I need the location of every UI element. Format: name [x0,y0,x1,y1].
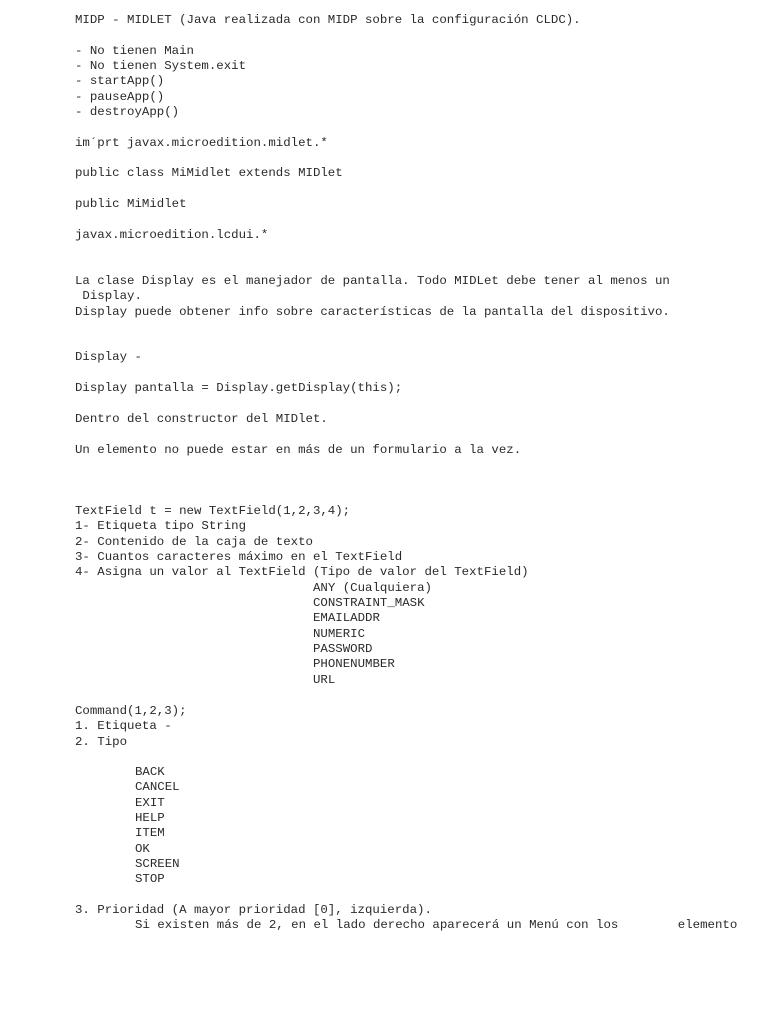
textfield-constraint-item: CONSTRAINT_MASK [313,596,425,610]
command-type-item: OK [135,842,150,856]
textfield-constraint-item: PASSWORD [313,642,373,656]
textfield-param-line: 4- Asigna un valor al TextField (Tipo de valor del TextField) [75,565,529,579]
command-type-item: BACK [135,765,165,779]
display-heading: Display - [75,350,142,364]
display-code-line: Display pantalla = Display.getDisplay(this); [75,381,403,395]
constructor-declaration-line: public MiMidlet [75,197,187,211]
textfield-param-line: 1- Etiqueta tipo String [75,519,247,533]
midlet-note-line: - destroyApp() [75,105,180,119]
textfield-constraint-item: URL [313,673,336,687]
textfield-param-line: 3- Cuantos caracteres máximo en el TextField [75,550,403,564]
command-type-item: STOP [135,872,165,886]
command-type-item: HELP [135,811,165,825]
textfield-constraint-item: EMAILADDR [313,611,380,625]
textfield-constraint-item: NUMERIC [313,627,366,641]
command-type-item: CANCEL [135,780,180,794]
command-priority-note: Si existen más de 2, en el lado derecho aparecerá un Menú con los elemento [135,918,738,932]
import-lcdui-line: javax.microedition.lcdui.* [75,228,269,242]
document-header: MIDP - MIDLET (Java realizada con MIDP sobre la configuración CLDC). [75,13,581,27]
element-note: Un elemento no puede estar en más de un formulario a la vez. [75,443,522,457]
midlet-note-line: - No tienen System.exit [75,59,247,73]
midlet-note-line: - startApp() [75,74,165,88]
midlet-note-line: - No tienen Main [75,44,194,58]
textfield-constraint-item: PHONENUMBER [313,657,395,671]
command-priority-line: 3. Prioridad (A mayor prioridad [0], izquierda). [75,903,432,917]
command-param-line: 1. Etiqueta - [75,719,172,733]
command-param-line: 2. Tipo [75,735,128,749]
display-paragraph-line: La clase Display es el manejador de pantalla. Todo MIDLet debe tener al menos un [75,274,670,288]
command-type-item: ITEM [135,826,165,840]
class-declaration-line: public class MiMidlet extends MIDlet [75,166,343,180]
textfield-code-line: TextField t = new TextField(1,2,3,4); [75,504,351,518]
midlet-note-line: - pauseApp() [75,90,165,104]
command-code-line: Command(1,2,3); [75,704,187,718]
import-midlet-line: im´prt javax.microedition.midlet.* [75,136,328,150]
display-paragraph-line: Display. [75,289,142,303]
display-paragraph-line: Display puede obtener info sobre características de la pantalla del dispositivo. [75,305,670,319]
textfield-param-line: 2- Contenido de la caja de texto [75,535,313,549]
command-type-item: SCREEN [135,857,180,871]
constructor-note: Dentro del constructor del MIDlet. [75,412,328,426]
command-type-item: EXIT [135,796,165,810]
textfield-constraint-item: ANY (Cualquiera) [313,581,432,595]
